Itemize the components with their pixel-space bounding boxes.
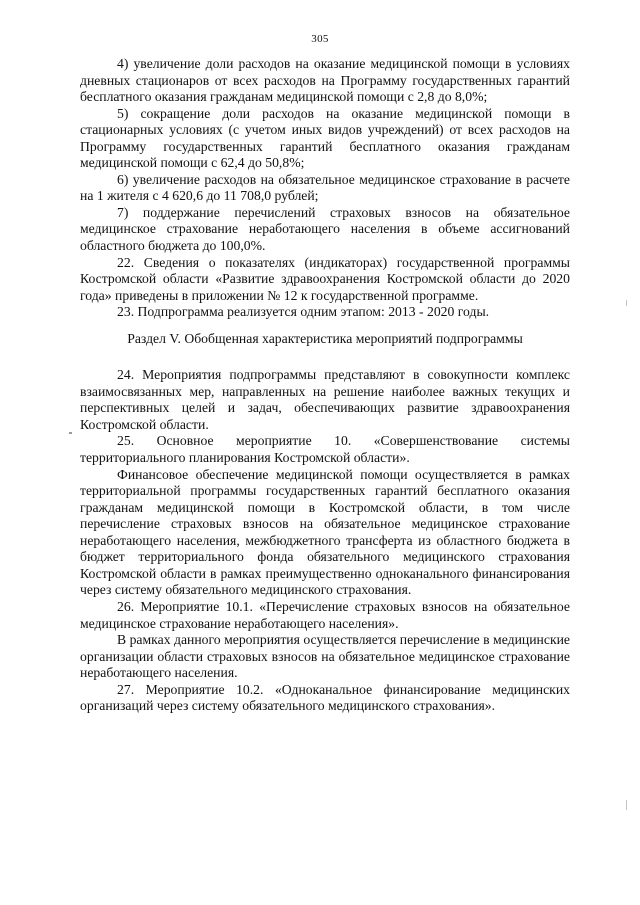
paragraph-item-7: 7) поддержание перечислений страховых взносов на обязательное медицинское страхование неработающего населения в объеме ассигнований областного бюджета до 100,0%. — [80, 204, 570, 254]
paragraph-22: 22. Сведения о показателях (индикаторах) государственной программы Костромской области «Развитие здравоохранения Костромской области до 2020 года» приведены в приложении № 12 к государственной программе. — [80, 254, 570, 303]
spacer — [80, 321, 570, 331]
paragraph-23: 23. Подпрограмма реализуется одним этапом: 2013 - 2020 годы. — [117, 304, 490, 320]
spacer — [80, 347, 570, 367]
section-heading: Раздел V. Обобщенная характеристика мероприятий подпрограммы — [127, 330, 523, 346]
scan-speck — [69, 432, 72, 434]
page-number: 305 — [311, 33, 329, 45]
document-body — [80, 56, 570, 715]
paragraph-item-5: 5) сокращение доли расходов на оказание медицинской помощи в стационарных условиях (с учетом иных видов учреждений) от всех расходов на Программу государственных гарантий бесплатного оказания гражданам медицинской помощи с 62,4 до 50,8%; — [80, 105, 570, 171]
paragraph-item-6: 6) увеличение расходов на обязательное медицинское страхование в расчете на 1 жителя с 4 620,6 до 11 708,0 рублей; — [80, 171, 570, 204]
paragraph-24: 24. Мероприятия подпрограммы представляют в совокупности комплекс взаимосвязанных мер, направленных на решение наиболее важных текущих и перспективных целей и задач, обеспечивающих развитие здравоохранения Костромской области. — [80, 367, 570, 432]
scan-speck — [626, 300, 627, 306]
paragraph-27: 27. Мероприятие 10.2. «Одноканальное финансирование медицинских организаций через систему обязательного медицинского страхования». — [80, 681, 570, 714]
scan-speck — [626, 800, 627, 810]
paragraph-25: 25. Основное мероприятие 10. «Совершенствование системы территориального планирования Костромской области». — [80, 433, 570, 466]
paragraph-26: 26. Мероприятие 10.1. «Перечисление страховых взносов на обязательное медицинское страхование неработающего населения». — [80, 598, 570, 631]
paragraph-item-4: 4) увеличение доли расходов на оказание медицинской помощи в условиях дневных стационаров от всех расходов на Программу государственных гарантий бесплатного оказания гражданам медицинской помощи с 2,8 до 8,0%; — [80, 56, 570, 105]
paragraph-transfer: В рамках данного мероприятия осуществляется перечисление в медицинские организации области страховых взносов на обязательное медицинское страхование неработающего населения. — [80, 632, 570, 681]
paragraph-financing: Финансовое обеспечение медицинской помощи осуществляется в рамках территориальной программы государственных гарантий бесплатного оказания гражданам медицинской помощи в Костромской области, в том числе перечисление страховых взносов на обязательное медицинское страхование неработающего населения, межбюджетного трансферта из областного бюджета в бюджет территориального фонда обязательного медицинского страхования Костромской области в рамках преимущественно одноканального финансирования через систему обязательного медицинского страхования. — [80, 466, 570, 598]
